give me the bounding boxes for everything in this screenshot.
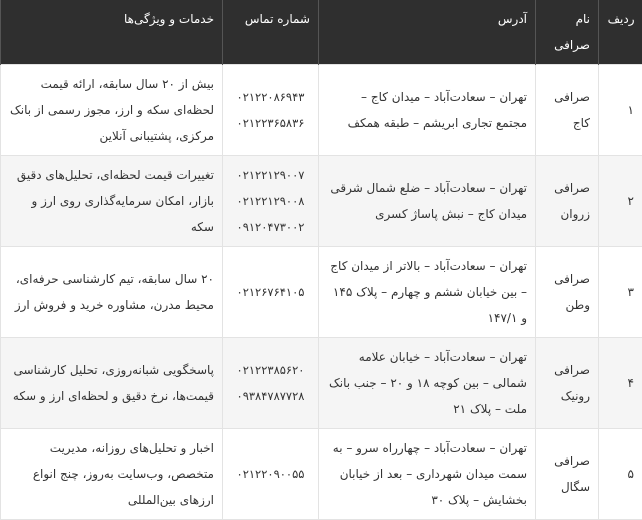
phone-number[interactable]: ۰۲۱۲۶۷۶۴۱۰۵: [231, 279, 310, 305]
row-number: ۲: [599, 156, 642, 247]
phone-number[interactable]: ۰۹۳۸۴۷۸۷۷۲۸: [231, 383, 310, 409]
header-services: خدمات و ویژگی‌ها: [1, 0, 223, 65]
services: بیش از ۲۰ سال سابقه، ارائه قیمت لحظه‌ای سکه و ارز، مجوز رسمی از بانک مرکزی، پشتیبانی آنلاین: [1, 65, 223, 156]
address: تهران – سعادت‌آباد – بالاتر از میدان کاج – بین خیابان ششم و چهارم – پلاک ۱۴۵ و ۱۴۷/۱: [319, 247, 536, 338]
phone-number[interactable]: ۰۹۱۲۰۴۷۳۰۰۲: [231, 214, 310, 240]
table-row: [1, 338, 642, 429]
table-header-row: [1, 0, 642, 65]
table-row: [1, 156, 642, 247]
phone-number[interactable]: ۰۲۱۲۲۰۸۶۹۴۳: [231, 84, 310, 110]
row-number: ۵: [599, 429, 642, 520]
phone-number[interactable]: ۰۲۱۲۲۳۶۵۸۳۶: [231, 110, 310, 136]
row-number: ۳: [599, 247, 642, 338]
exchange-name: صرافی زروان: [536, 156, 599, 247]
header-phone: شماره تماس: [223, 0, 319, 65]
header-row-number: ردیف: [599, 0, 642, 65]
phone-numbers: [223, 338, 319, 429]
exchange-name: صرافی سگال: [536, 429, 599, 520]
exchange-name: صرافی رونیک: [536, 338, 599, 429]
phone-number[interactable]: ۰۲۱۲۲۱۲۹۰۰۷: [231, 162, 310, 188]
exchange-name: صرافی وطن: [536, 247, 599, 338]
services: ۲۰ سال سابقه، تیم کارشناسی حرفه‌ای، محیط مدرن، مشاوره خرید و فروش ارز: [1, 247, 223, 338]
address: تهران – سعادت‌آباد – ضلع شمال شرقی میدان کاج – نبش پاساژ کسری: [319, 156, 536, 247]
phone-numbers: [223, 65, 319, 156]
phone-numbers: [223, 247, 319, 338]
header-address: آدرس: [319, 0, 536, 65]
header-name: نام صرافی: [536, 0, 599, 65]
services: پاسخگویی شبانه‌روزی، تحلیل کارشناسی قیمت‌ها، نرخ دقیق و لحظه‌ای ارز و سکه: [1, 338, 223, 429]
address: تهران – سعادت‌آباد – چهارراه سرو – به سمت میدان شهرداری – بعد از خیابان بخشایش – پلاک ۳۰: [319, 429, 536, 520]
exchange-name: صرافی کاج: [536, 65, 599, 156]
address: تهران – سعادت‌آباد – خیابان علامه شمالی – بین کوچه ۱۸ و ۲۰ – جنب بانک ملت – پلاک ۲۱: [319, 338, 536, 429]
phone-number[interactable]: ۰۲۱۲۲۰۹۰۰۵۵: [231, 461, 310, 487]
services: اخبار و تحلیل‌های روزانه، مدیریت متخصص، وب‌سایت به‌روز، چنج انواع ارزهای بین‌المللی: [1, 429, 223, 520]
table-row: [1, 429, 642, 520]
phone-number[interactable]: ۰۲۱۲۲۳۸۵۶۲۰: [231, 357, 310, 383]
row-number: ۴: [599, 338, 642, 429]
phone-numbers: [223, 429, 319, 520]
table-row: [1, 65, 642, 156]
phone-number[interactable]: ۰۲۱۲۲۱۲۹۰۰۸: [231, 188, 310, 214]
phone-numbers: [223, 156, 319, 247]
row-number: ۱: [599, 65, 642, 156]
address: تهران – سعادت‌آباد – میدان کاج – مجتمع تجاری ابریشم – طبقه همکف: [319, 65, 536, 156]
services: تغییرات قیمت لحظه‌ای، تحلیل‌های دقیق بازار، امکان سرمایه‌گذاری روی ارز و سکه: [1, 156, 223, 247]
table-row: [1, 247, 642, 338]
